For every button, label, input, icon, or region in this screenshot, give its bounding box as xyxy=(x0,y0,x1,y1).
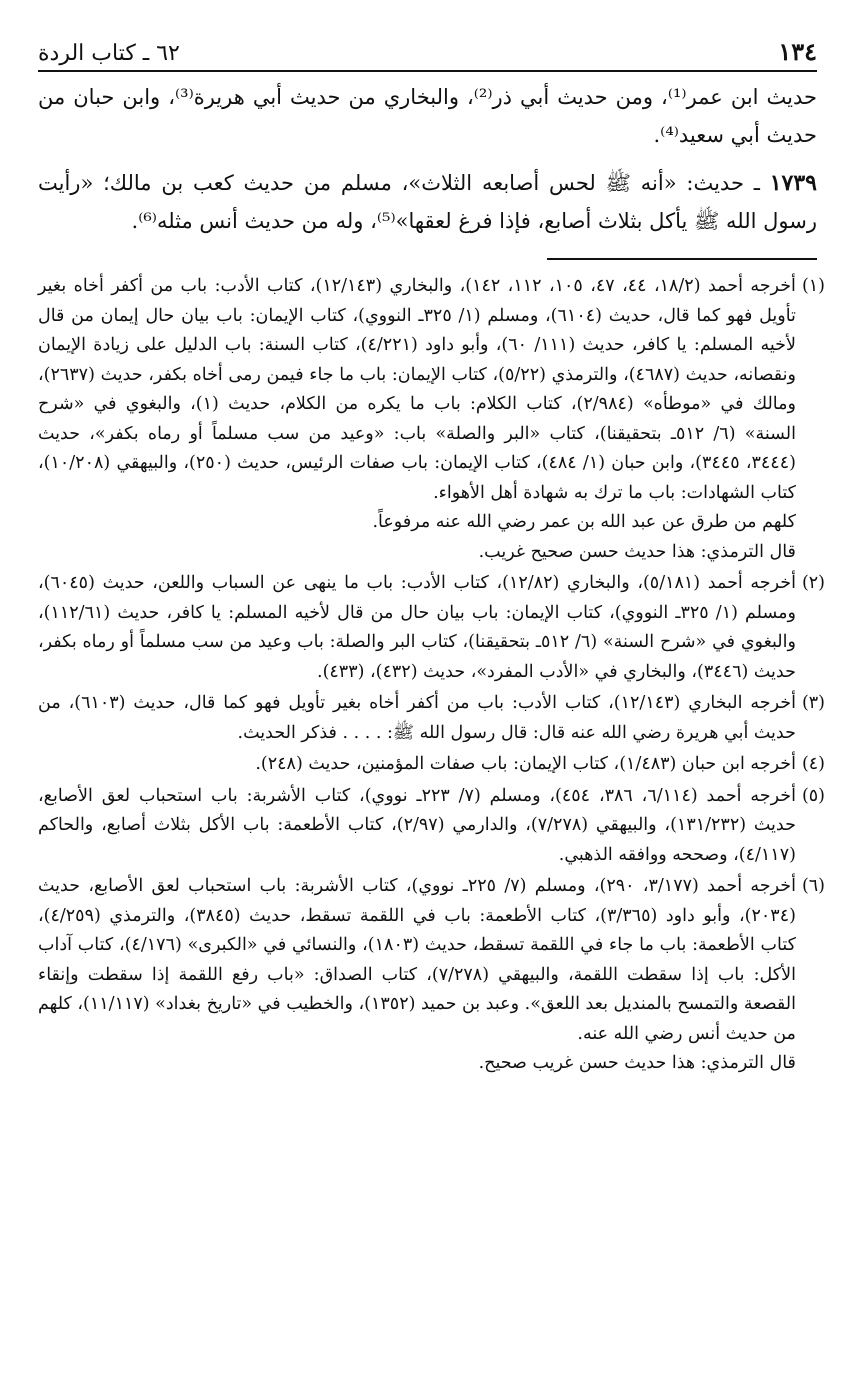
footnote-paragraph: أخرجه ابن حبان (١/٤٨٣)، كتاب الإيمان: باب صفات المؤمنين، حديث (٢٤٨). xyxy=(255,754,796,774)
footnote-text xyxy=(38,872,796,1079)
main-text xyxy=(38,78,817,240)
footnote xyxy=(38,750,825,780)
footnote-text xyxy=(38,272,796,567)
footnote-separator xyxy=(547,258,817,260)
footnote-paragraph: أخرجه أحمد (١٨/٢، ٤٤، ٤٧، ١٠٥، ١١٢، ١٤٢)، والبخاري (١٢/١٤٣)، كتاب الأدب: باب من أكفر أخاه بغير تأويل فهو كما قال، حديث (٦١٠٤)، ومسلم (١/ ٣٢٥ـ النووي)، كتاب الإيمان: باب بيان حال إيمان من قال لأخيه المسلم: يا كافر، حديث (١١١/ ٦٠)، وأبو داود (٤/٢٢١)، كتاب السنة: باب الدليل على زيادة الإيمان ونقصانه، حديث (٤٦٨٧)، والترمذي (٥/٢٢)، كتاب الإيمان: باب ما جاء فيمن رمى أخاه بكفر، حديث (٢٦٣٧)، ومالك في «موطأه» (٢/٩٨٤)، كتاب الكلام: باب ما يكره من الكلام، حديث (١)، والبغوي في «شرح السنة» (٦/ ٥١٢ـ بتحقيقنا)، كتاب «البر والصلة» باب: «وعيد من سب مسلماً أو رماه بكفر»، حديث (٣٤٤٤، ٣٤٤٥)، وابن حبان (١/ ٤٨٤)، كتاب الإيمان: باب صفات الرئيس، حديث (٢٥٠)، والبيهقي (١٠/٢٠٨)، كتاب الشهادات: باب ما ترك به شهادة أهل الأهواء. xyxy=(38,276,796,503)
footnote-text xyxy=(38,569,796,687)
footnote-paragraph: كلهم من طرق عن عبد الله بن عمر رضي الله عنه مرفوعاً. xyxy=(372,512,796,532)
footnote-paragraph: أخرجه أحمد (٥/١٨١)، والبخاري (١٢/٨٢)، كتاب الأدب: باب ما ينهى عن السباب واللعن، حديث (٦٠٤٥)، ومسلم (١/ ٣٢٥ـ النووي)، كتاب الإيمان: باب بيان حال من قال لأخيه المسلم: يا كافر، حديث (١١٢/٦١)، والبغوي في «شرح السنة» (٦/ ٥١٢ـ بتحقيقنا)، كتاب البر والصلة: باب وعيد من سب مسلماً أو رماه بكفر، حديث (٣٤٤٦)، والبخاري في «الأدب المفرد»، حديث (٤٣٢)، (٤٣٣). xyxy=(38,573,796,682)
footnote-text xyxy=(38,750,796,780)
footnote-paragraph: قال الترمذي: هذا حديث حسن صحيح غريب. xyxy=(478,541,796,562)
footnote xyxy=(38,272,825,567)
hadith-text: ـ حديث: «أنه ﷺ لحس أصابعه الثلاث»، مسلم من حديث كعب بن مالك؛ «رأيت رسول الله ﷺ يأكل بثلاث أصابع، فإذا فرغ لعقها»⁽⁵⁾، وله من حديث أنس مثله⁽⁶⁾. xyxy=(38,171,817,233)
footnote-number: (٦) xyxy=(801,876,825,896)
page-number: ١٣٤ xyxy=(778,37,817,66)
footnote-text xyxy=(38,689,796,748)
footnote-paragraph: أخرجه البخاري (١٢/١٤٣)، كتاب الأدب: باب من أكفر أخاه بغير تأويل فهو كما قال، حديث (٦١٠٣)، من حديث أبي هريرة رضي الله عنه قال: قال رسول الله ﷺ: . . . . فذكر الحديث. xyxy=(38,693,796,743)
footnote-text xyxy=(38,782,796,871)
footnote xyxy=(38,872,825,1079)
footnote-number: (٢) xyxy=(801,573,825,593)
running-title: ٦٢ ـ كتاب الردة xyxy=(38,41,180,66)
footnotes xyxy=(38,272,825,1081)
footnote-number: (١) xyxy=(801,276,825,296)
footnote xyxy=(38,569,825,687)
footnote-number: (٥) xyxy=(801,785,825,806)
footnote xyxy=(38,782,825,871)
hadith-paragraph xyxy=(38,164,817,240)
footnote-paragraph: أخرجه أحمد (٣/١٧٧، ٢٩٠)، ومسلم (٧/ ٢٢٥ـ نووي)، كتاب الأشربة: باب استحباب لعق الأصابع، حديث (٢٠٣٤)، وأبو داود (٣/٣٦٥)، كتاب الأطعمة: باب في اللقمة تسقط، حديث (٣٨٤٥)، والترمذي (٤/٢٥٩)، كتاب الأطعمة: باب ما جاء في اللقمة تسقط، حديث (١٨٠٣)، والنسائي في «الكبرى» (٤/١٧٦)، كتاب آداب الأكل: باب إذا سقطت اللقمة، والبيهقي (٧/٢٧٨)، كتاب الصداق: «باب رفع اللقمة إذا سقطت وإنقاء القصعة والتمسح بالمنديل بعد اللعق». وعبد بن حميد (١٣٥٢)، والخطيب في «تاريخ بغداد» (١١/١١٧)، كلهم من حديث أنس رضي الله عنه. xyxy=(37,876,796,1044)
hadith-number: ١٧٣٩ xyxy=(769,170,817,196)
footnote xyxy=(38,689,825,748)
page-header xyxy=(38,26,817,72)
opening-paragraph: حديث ابن عمر⁽¹⁾، ومن حديث أبي ذر⁽²⁾، والبخاري من حديث أبي هريرة⁽³⁾، وابن حبان من حديث أبي سعيد⁽⁴⁾. xyxy=(38,85,817,147)
footnote-paragraph: قال الترمذي: هذا حديث حسن غريب صحيح. xyxy=(478,1053,796,1073)
footnote-number: (٣) xyxy=(801,693,825,713)
footnote-number: (٤) xyxy=(801,754,825,774)
footnote-paragraph: أخرجه أحمد (٦/١١٤، ٣٨٦، ٤٥٤)، ومسلم (٧/ ٢٢٣ـ نووي)، كتاب الأشربة: باب استحباب لعق الأصابع، حديث (١٣١/٢٣٢)، والبيهقي (٧/٢٧٨)، والدارمي (٢/٩٧)، كتاب الأطعمة: باب الأكل بثلاث أصابع، والحاكم (٤/١١٧)، وصححه ووافقه الذهبي. xyxy=(38,785,796,865)
